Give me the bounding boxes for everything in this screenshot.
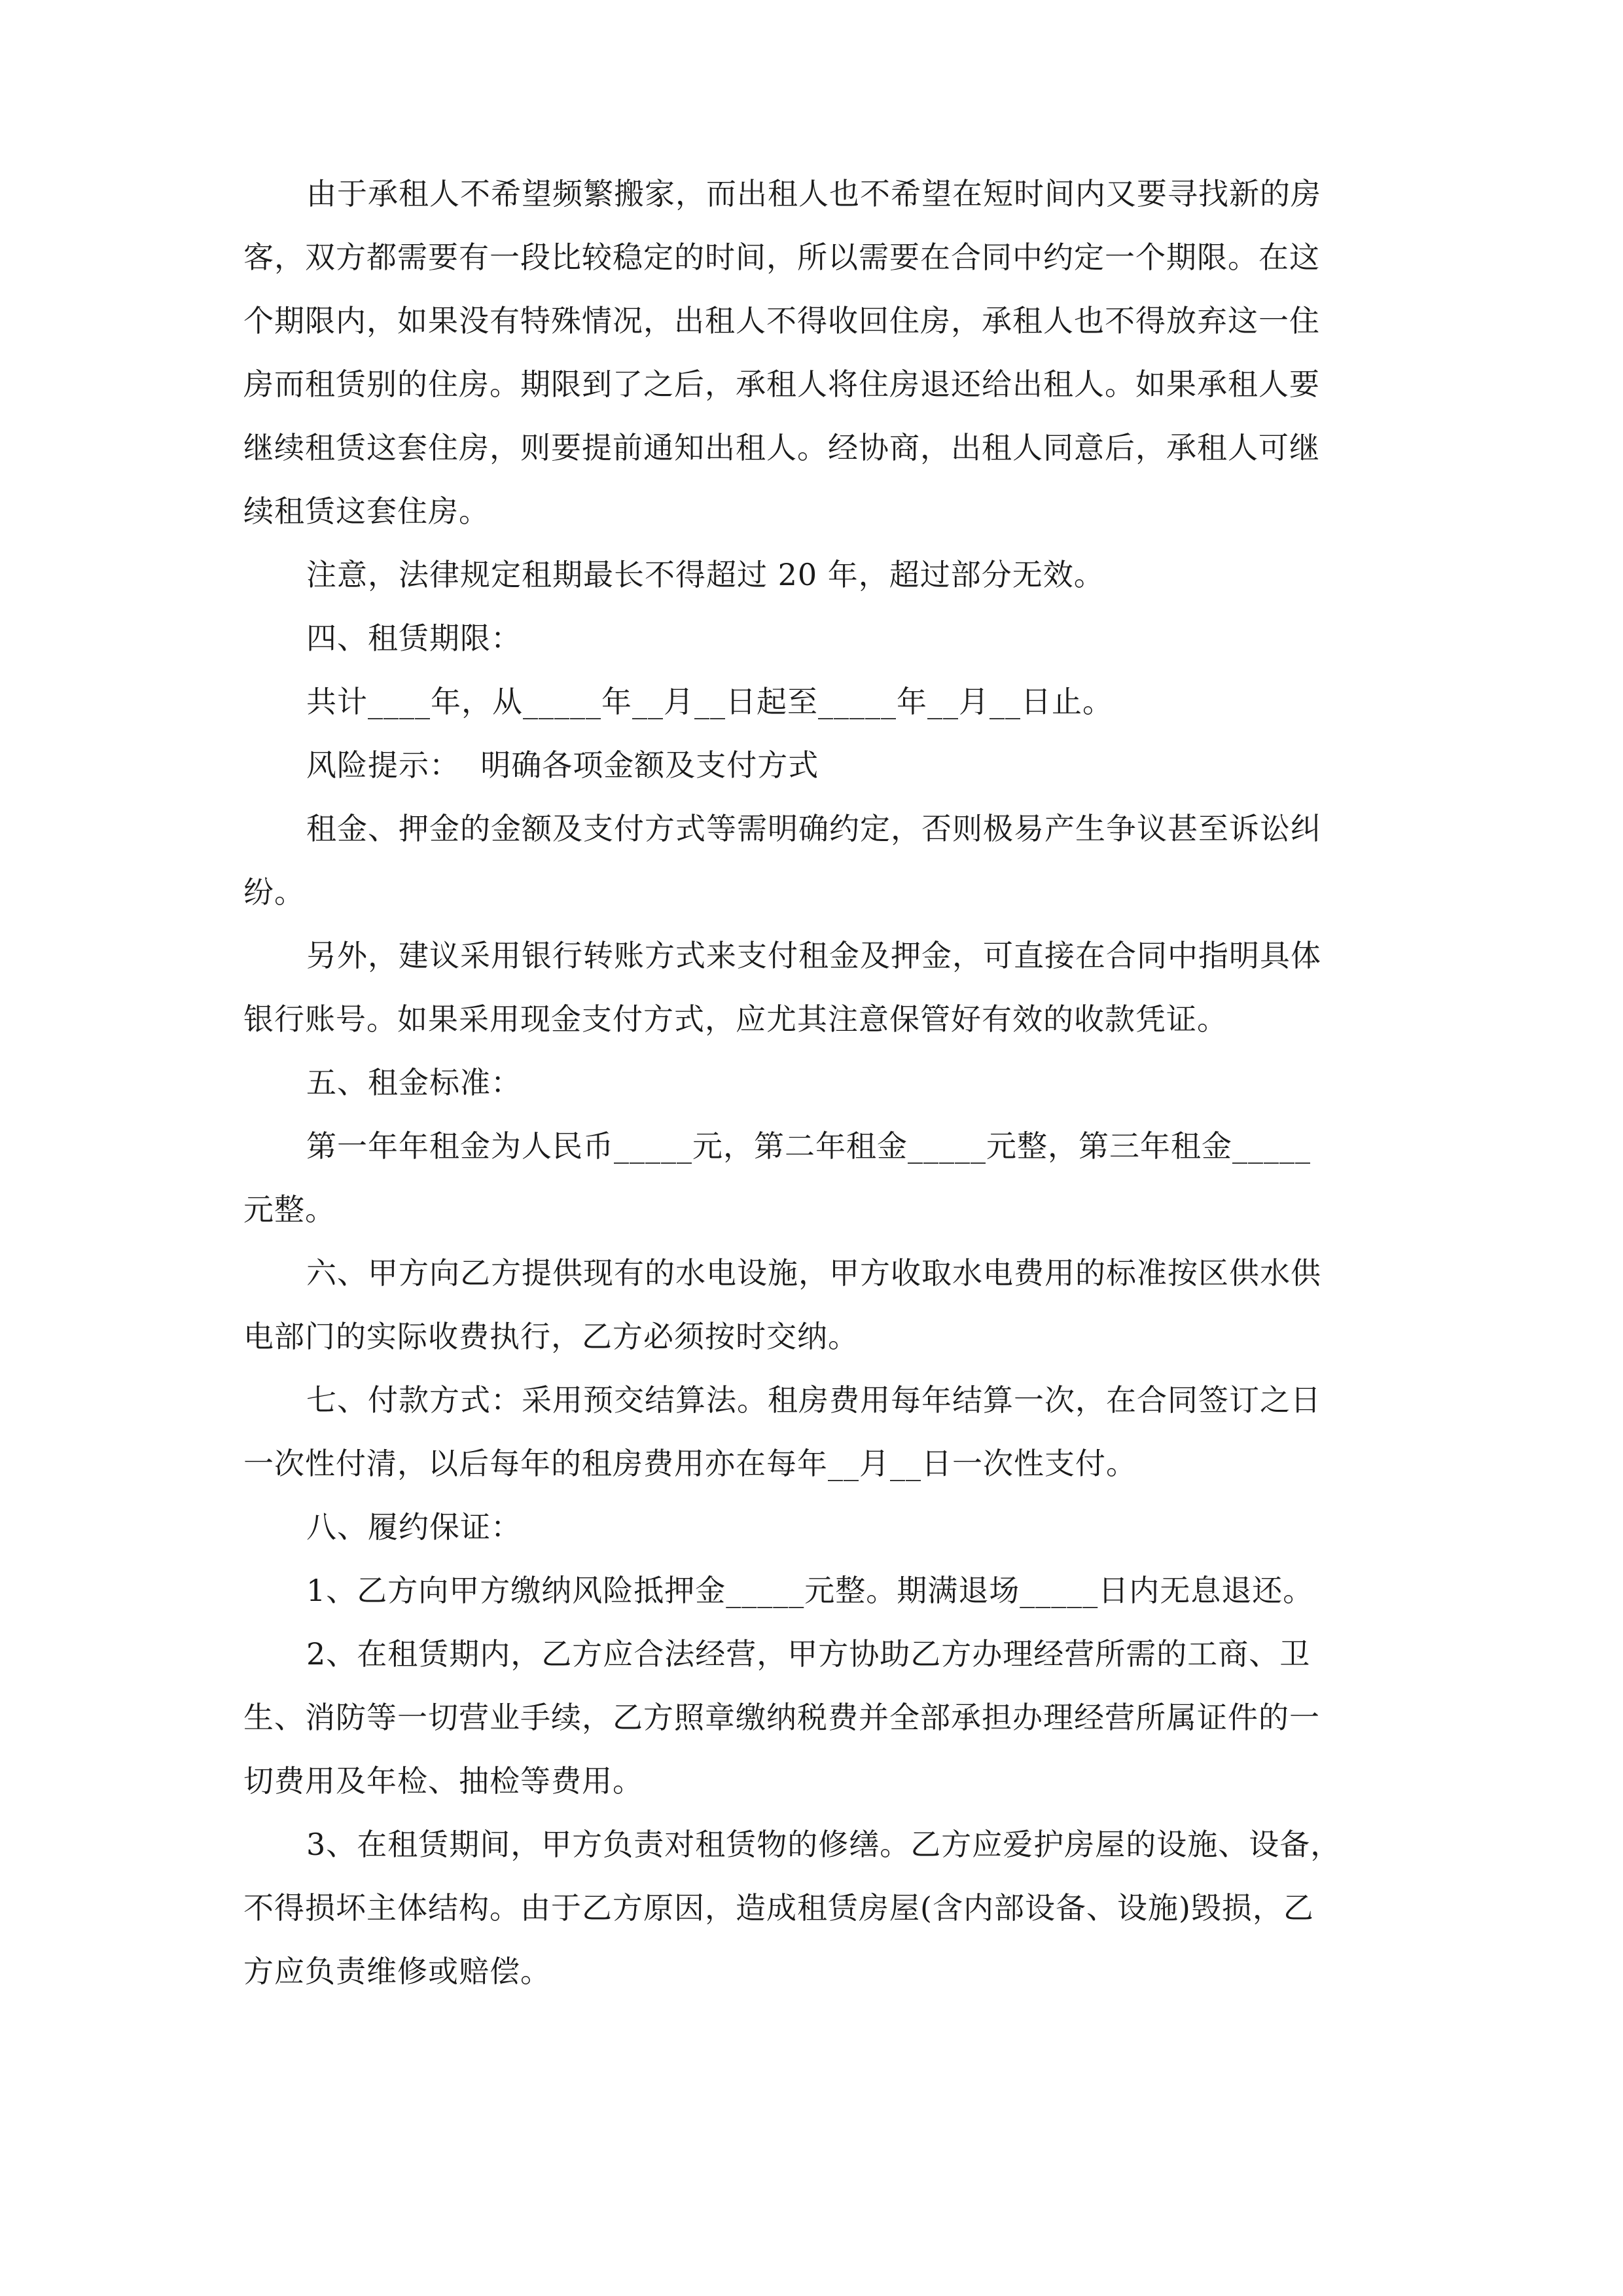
paragraph: [243, 734, 1380, 797]
text-line: 2、在租赁期内，乙方应合法经营，甲方协助乙方办理经营所需的工商、卫: [306, 1636, 1311, 1672]
paragraph: [243, 1115, 1380, 1242]
paragraph: [243, 1623, 1380, 1813]
paragraph: [243, 607, 1380, 670]
text-line: 电部门的实际收费执行，乙方必须按时交纳。: [243, 1319, 859, 1354]
text-line: 由于承租人不希望频繁搬家，而出租人也不希望在短时间内又要寻找新的房: [306, 176, 1321, 211]
text-line: 银行账号。如果采用现金支付方式，应尤其注意保管好有效的收款凭证。: [243, 1001, 1228, 1037]
text-line: 六、甲方向乙方提供现有的水电设施，甲方收取水电费用的标准按区供水供: [306, 1255, 1321, 1291]
text-line: 第一年年租金为人民币_____元，第二年租金_____元整，第三年租金_____: [306, 1128, 1311, 1164]
text-line: 方应负责维修或赔偿。: [243, 1954, 551, 1989]
paragraph: [243, 1496, 1380, 1559]
text-line: 八、履约保证：: [306, 1509, 522, 1545]
text-line: 个期限内，如果没有特殊情况，出租人不得收回住房，承租人也不得放弃这一住: [243, 303, 1320, 338]
text-line: 房而租赁别的住房。期限到了之后，承租人将住房退还给出租人。如果承租人要: [243, 367, 1320, 402]
text-line: 3、在租赁期间，甲方负责对租赁物的修缮。乙方应爱护房屋的设施、设备，: [306, 1827, 1342, 1862]
text-line: 注意，法律规定租期最长不得超过 20 年，超过部分无效。: [306, 557, 1105, 592]
paragraph: [243, 1559, 1380, 1623]
text-line: 不得损坏主体结构。由于乙方原因，造成租赁房屋(含内部设备、设施)毁损，乙: [243, 1890, 1314, 1926]
paragraph: [243, 924, 1380, 1051]
paragraph: [243, 1051, 1380, 1115]
text-line: 七、付款方式：采用预交结算法。租房费用每年结算一次，在合同签订之日: [306, 1382, 1321, 1418]
paragraph: [243, 162, 1380, 543]
text-line: 风险提示： 明确各项金额及支付方式: [306, 747, 819, 783]
text-line: 一次性付清，以后每年的租房费用亦在每年__月__日一次性支付。: [243, 1446, 1137, 1481]
text-line: 五、租金标准：: [306, 1065, 522, 1100]
text-line: 另外，建议采用银行转账方式来支付租金及押金，可直接在合同中指明具体: [306, 938, 1321, 973]
paragraph: [243, 543, 1380, 607]
text-line: 续租赁这套住房。: [243, 493, 490, 529]
text-line: 元整。: [243, 1192, 336, 1227]
paragraph: [243, 797, 1380, 924]
paragraph: [243, 1242, 1380, 1369]
paragraph: [243, 670, 1380, 734]
text-line: 租金、押金的金额及支付方式等需明确约定，否则极易产生争议甚至诉讼纠: [306, 811, 1321, 846]
paragraph: [243, 1813, 1380, 2003]
text-line: 客，双方都需要有一段比较稳定的时间，所以需要在合同中约定一个期限。在这: [243, 240, 1320, 275]
paragraph: [243, 1369, 1380, 1496]
text-line: 生、消防等一切营业手续，乙方照章缴纳税费并全部承担办理经营所属证件的一: [243, 1700, 1320, 1735]
text-line: 切费用及年检、抽检等费用。: [243, 1763, 643, 1799]
text-line: 共计____年，从_____年__月__日起至_____年__月__日止。: [306, 684, 1113, 719]
document-body: [243, 162, 1380, 2003]
text-line: 纷。: [243, 874, 305, 910]
text-line: 四、租赁期限：: [306, 620, 522, 656]
text-line: 继续租赁这套住房，则要提前通知出租人。经协商，出租人同意后，承租人可继: [243, 430, 1320, 465]
text-line: 1、乙方向甲方缴纳风险抵押金_____元整。期满退场_____日内无息退还。: [306, 1573, 1314, 1608]
